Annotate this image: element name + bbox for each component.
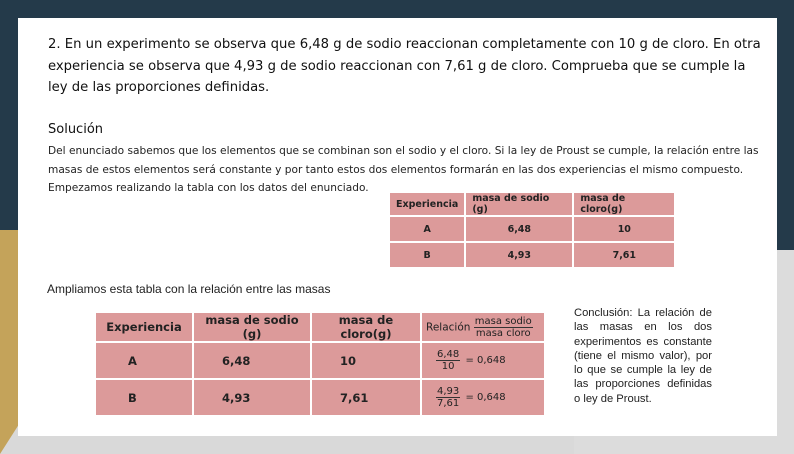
fraction-denominator: 7,61 <box>437 398 460 409</box>
header-masa-cloro: masa de cloro(g) <box>312 313 420 341</box>
problem-statement: 2. En un experimento se observa que 6,48 g de sodio reaccionan completamente con 10 g de cloro. En otra experiencia se observa que 4,93 g de sodio reaccionan con 7,61 g de cloro. Comprueba que se cumple la ley de las proporciones definidas. <box>48 37 761 95</box>
header-experiencia: Experiencia <box>390 193 464 215</box>
header-masa-sodio: masa de sodio (g) <box>194 313 310 341</box>
relacion-numerator: masa sodio <box>474 315 532 327</box>
cell-cloro: 7,61 <box>574 243 674 267</box>
solution-intro: Del enunciado sabemos que los elementos que se combinan son el sodio y el cloro. Si la ley de Proust se cumple, la relación entre las masas de estos elementos será constante y por tanto estos dos elementos formarán en las dos experiencias el mismo compuesto. Empezamos realizando la tabla con los datos del enunciado. <box>48 145 759 194</box>
table-row <box>390 217 674 241</box>
cell-sodio: 4,93 <box>466 243 572 267</box>
cell-sodio: 6,48 <box>194 343 310 378</box>
header-masa-sodio: masa de sodio (g) <box>466 193 572 215</box>
fraction-numerator: 4,93 <box>437 386 460 397</box>
relacion-fraction <box>436 349 460 372</box>
cell-cloro: 7,61 <box>312 380 420 415</box>
cell-cloro: 10 <box>312 343 420 378</box>
slide-card <box>18 18 777 436</box>
solution-heading: Solución <box>48 122 104 137</box>
cell-relacion <box>422 343 544 378</box>
cell-relacion <box>422 380 544 415</box>
extend-text: Ampliamos esta tabla con la relación entre las masas <box>47 282 331 296</box>
relacion-result: = 0,648 <box>465 355 506 366</box>
cell-exp: B <box>96 380 192 415</box>
relation-table <box>94 311 546 417</box>
cell-exp: A <box>96 343 192 378</box>
relacion-fraction <box>474 316 533 339</box>
header-experiencia: Experiencia <box>96 313 192 341</box>
conclusion-text: Conclusión: La relación de las masas en los dos experimentos es constante (tiene el mismo valor), por lo que se cumple la ley de las proporciones definidas o ley de Proust. <box>574 307 712 405</box>
cell-exp: B <box>390 243 464 267</box>
cell-exp: A <box>390 217 464 241</box>
cell-sodio: 6,48 <box>466 217 572 241</box>
table-row <box>390 243 674 267</box>
relacion-fraction <box>436 386 460 409</box>
relacion-denominator: masa cloro <box>475 327 531 339</box>
header-masa-cloro: masa de cloro(g) <box>574 193 674 215</box>
table-row <box>96 380 544 415</box>
table-header-row <box>96 313 544 341</box>
fraction-denominator: 10 <box>441 361 455 372</box>
relacion-result: = 0,648 <box>465 392 506 403</box>
table-row <box>96 343 544 378</box>
header-relacion <box>422 313 544 341</box>
data-table <box>388 191 676 269</box>
table-header-row <box>390 193 674 215</box>
fraction-numerator: 6,48 <box>437 349 460 360</box>
relacion-label: Relación <box>426 321 471 333</box>
cell-cloro: 10 <box>574 217 674 241</box>
cell-sodio: 4,93 <box>194 380 310 415</box>
